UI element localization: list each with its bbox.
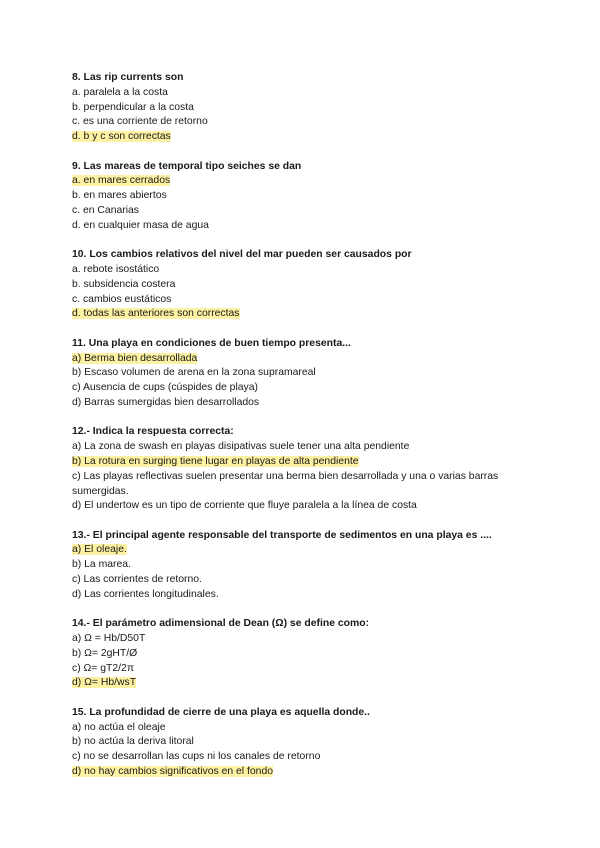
option-d [72,219,542,234]
highlighted-answer: d. b y c son correctas [72,131,171,143]
highlighted-answer: a. en mares cerrados [72,175,171,187]
question-title: 13.- El principal agente responsable del transporte de sedimentos en una playa es .... [72,529,492,541]
highlighted-answer: d. todas las anteriores son correctas [72,308,240,320]
question-13 [72,529,542,603]
option-b [72,735,542,750]
option-d-correct [72,307,542,322]
option-text: d. en cualquier masa de agua [72,219,209,231]
question-title: 12.- Indica la respuesta correcta: [72,426,234,438]
option-a [72,86,542,101]
option-text: d) El undertow es un tipo de corriente que fluye paralela a la línea de costa [72,500,417,512]
highlighted-answer: a) Berma bien desarrollada [72,352,198,364]
option-text: b. en mares abiertos [72,190,167,202]
option-a-correct [72,543,542,558]
question-15 [72,706,542,780]
option-text: a. paralela a la costa [72,86,168,98]
option-text: a) La zona de swash en playas disipativas suele tener una alta pendiente [72,441,410,453]
option-b [72,558,542,573]
question-14 [72,617,542,691]
option-text: c) Las playas reflectivas suelen presentar una berma bien desarrollada y una o varias barras sumergidas. [72,470,499,497]
question-12 [72,425,542,514]
option-text: b) no actúa la deriva litoral [72,736,194,748]
option-a-correct [72,174,542,189]
option-text: d) Las corrientes longitudinales. [72,588,219,600]
option-a [72,632,542,647]
option-text: c. cambios eustáticos [72,293,172,305]
option-text: c) no se desarrollan las cups ni los canales de retorno [72,751,321,763]
option-text: c) Las corrientes de retorno. [72,574,202,586]
option-d [72,588,542,603]
option-c [72,293,542,308]
question-9 [72,160,542,234]
option-b [72,189,542,204]
option-a-correct [72,352,542,367]
option-text: a. rebote isostático [72,263,160,275]
option-text: c) Ω= gT2/2π [72,662,135,674]
exam-page [72,71,542,794]
option-d-correct [72,765,542,780]
highlighted-answer: d) no hay cambios significativos en el fondo [72,766,273,778]
option-c [72,470,534,500]
highlighted-answer: a) El oleaje. [72,544,127,556]
option-text: d) Barras sumergidas bien desarrollados [72,396,260,408]
highlighted-answer: b) La rotura en surging tiene lugar en playas de alta pendiente [72,455,359,467]
question-11 [72,337,542,411]
option-text: a) no actúa el oleaje [72,721,166,733]
question-8 [72,71,542,145]
option-text: a) Ω = Hb/D50T [72,633,146,645]
question-title: 14.- El parámetro adimensional de Dean (Ω) se define como: [72,618,370,630]
option-a [72,263,542,278]
option-b [72,101,542,116]
option-c [72,381,542,396]
option-d [72,396,542,411]
option-a [72,440,542,455]
option-text: b. subsidencia costera [72,278,176,290]
option-d-correct [72,130,542,145]
option-c [72,115,542,130]
option-text: b) Escaso volumen de arena en la zona supramareal [72,367,316,379]
question-title: 10. Los cambios relativos del nivel del mar pueden ser causados por [72,249,412,261]
option-c [72,204,542,219]
option-b-correct [72,455,542,470]
option-b [72,366,542,381]
option-text: c) Ausencia de cups (cúspides de playa) [72,382,258,394]
option-c [72,750,542,765]
option-text: b) La marea. [72,559,131,571]
option-c [72,662,542,677]
question-title: 11. Una playa en condiciones de buen tiempo presenta... [72,337,351,349]
option-text: b) Ω= 2gHT/Ø [72,647,138,659]
option-b [72,647,542,662]
option-c [72,573,542,588]
highlighted-answer: d) Ω= Hb/wsT [72,677,137,689]
option-d-correct [72,676,542,691]
question-title: 15. La profundidad de cierre de una playa es aquella donde.. [72,706,370,718]
option-text: b. perpendicular a la costa [72,101,194,113]
question-title: 8. Las rip currents son [72,72,184,83]
option-text: c. es una corriente de retorno [72,116,208,128]
option-a [72,721,542,736]
option-b [72,278,542,293]
option-d [72,499,542,514]
option-text: c. en Canarias [72,204,139,216]
question-10 [72,248,542,322]
question-title: 9. Las mareas de temporal tipo seiches se dan [72,160,302,172]
